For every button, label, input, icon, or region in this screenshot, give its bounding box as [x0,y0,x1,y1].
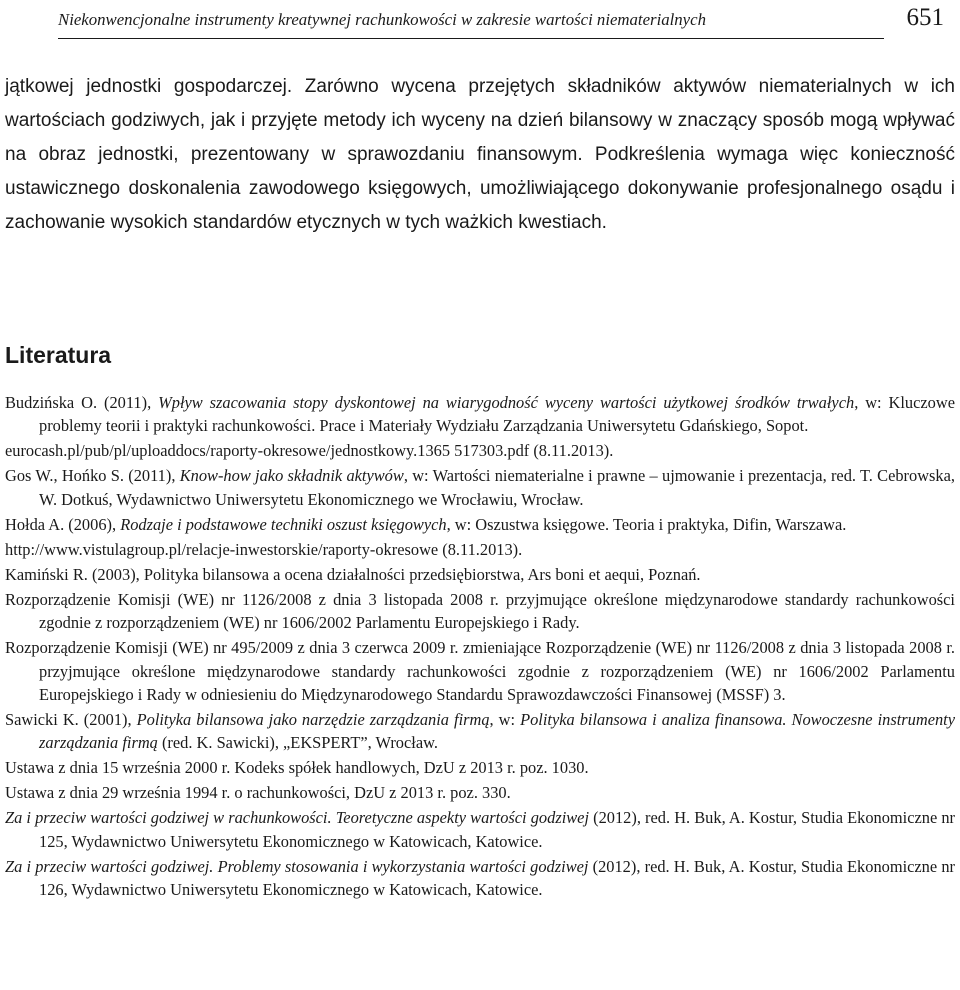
reference-item: Kamiński R. (2003), Polityka bilansowa a ocena działalności przedsiębiorstwa, Ars boni et aequi, Poznań. [5,564,701,584]
page-number: 651 [906,4,944,31]
reference-item: Ustawa z dnia 15 września 2000 r. Kodeks spółek handlowych, DzU z 2013 r. poz. 1030. [5,758,589,778]
reference-item: eurocash.pl/pub/pl/uploaddocs/raporty-okresowe/jednostkowy.1365 517303.pdf (8.11.2013). [5,441,614,461]
reference-item: Ustawa z dnia 29 września 1994 r. o rachunkowości, DzU z 2013 r. poz. 330. [5,783,511,803]
running-title: Niekonwencjonalne instrumenty kreatywnej rachunkowości w zakresie wartości niematerialnych [58,10,706,29]
reference-item: Gos W., Hońko S. (2011), Know-how jako składnik aktywów, w: Wartości niematerialne i prawne – ujmowanie i prezentacja, red. T. Cebrowska, W. Dotkuś, Wydawnictwo Uniwersytetu Ekonomicznego we Wrocławiu, Wrocław. [5,466,955,509]
section-heading: Literatura [5,342,112,368]
reference-item: Budzińska O. (2011), Wpływ szacowania stopy dyskontowej na wiarygodność wyceny wartości użytkowej środków trwałych, w: Kluczowe problemy teorii i praktyki rachunkowości. Prace i Materiały Wydziału Zarządzania Uniwersytetu Gdańskiego, Sopot. [5,393,955,436]
reference-item: Za i przeciw wartości godziwej w rachunkowości. Teoretyczne aspekty wartości godziwej (2012), red. H. Buk, A. Kostur, Studia Ekonomiczne nr 125, Wydawnictwo Uniwersytetu Ekonomicznego w Katowicach, Katowice. [5,808,955,851]
reference-item: Sawicki K. (2001), Polityka bilansowa jako narzędzie zarządzania firmą, w: Polityka bilansowa i analiza finansowa. Nowoczesne instrumenty zarządzania firmą (red. K. Sawicki), „EKSPERT”, Wrocław. [5,710,955,753]
reference-item: Rozporządzenie Komisji (WE) nr 495/2009 z dnia 3 czerwca 2009 r. zmieniające Rozporządzenie (WE) nr 1126/2008 z dnia 3 listopada 2008 r. przyjmujące określone międzynarodowe standardy rachunkowości zgodnie z rozporządzeniem (WE) nr 1606/2002 Parlamentu Europejskiego i Rady w odniesieniu do Międzynarodowego Standardu Sprawozdawczości Finansowej (MSSF) 3. [5,638,955,705]
header-rule [58,38,884,39]
reference-item: Hołda A. (2006), Rodzaje i podstawowe techniki oszust księgowych, w: Oszustwa księgowe. Teoria i praktyka, Difin, Warszawa. [5,514,847,534]
reference-item: http://www.vistulagroup.pl/relacje-inwestorskie/raporty-okresowe (8.11.2013). [5,539,523,559]
reference-item: Za i przeciw wartości godziwej. Problemy stosowania i wykorzystania wartości godziwej (2012), red. H. Buk, A. Kostur, Studia Ekonomiczne nr 126, Wydawnictwo Uniwersytetu Ekonomicznego w Katowicach, Katowice. [5,856,955,900]
body-paragraph: jątkowej jednostki gospodarczej. Zarówno wycena przejętych składników aktywów niematerialnych w ich wartościach godziwych, jak i przyjęte metody ich wyceny na dzień bilansowy w znaczący sposób mogą wpływać na obraz jednostki, prezentowany w sprawozdaniu finansowym. Podkreślenia wymaga więc konieczność ustawicznego doskonalenia zawodowego księgowych, umożliwiającego dokonywanie profesjonalnego osądu i zachowanie wysokich standardów etycznych w tych ważkich kwestiach. [5,76,955,233]
reference-list [5,391,955,903]
reference-item: Rozporządzenie Komisji (WE) nr 1126/2008 z dnia 3 listopada 2008 r. przyjmujące określone międzynarodowe standardy rachunkowości zgodnie z rozporządzeniem (WE) nr 1606/2002 Parlamentu Europejskiego i Rady. [5,589,955,633]
running-header [58,4,944,38]
